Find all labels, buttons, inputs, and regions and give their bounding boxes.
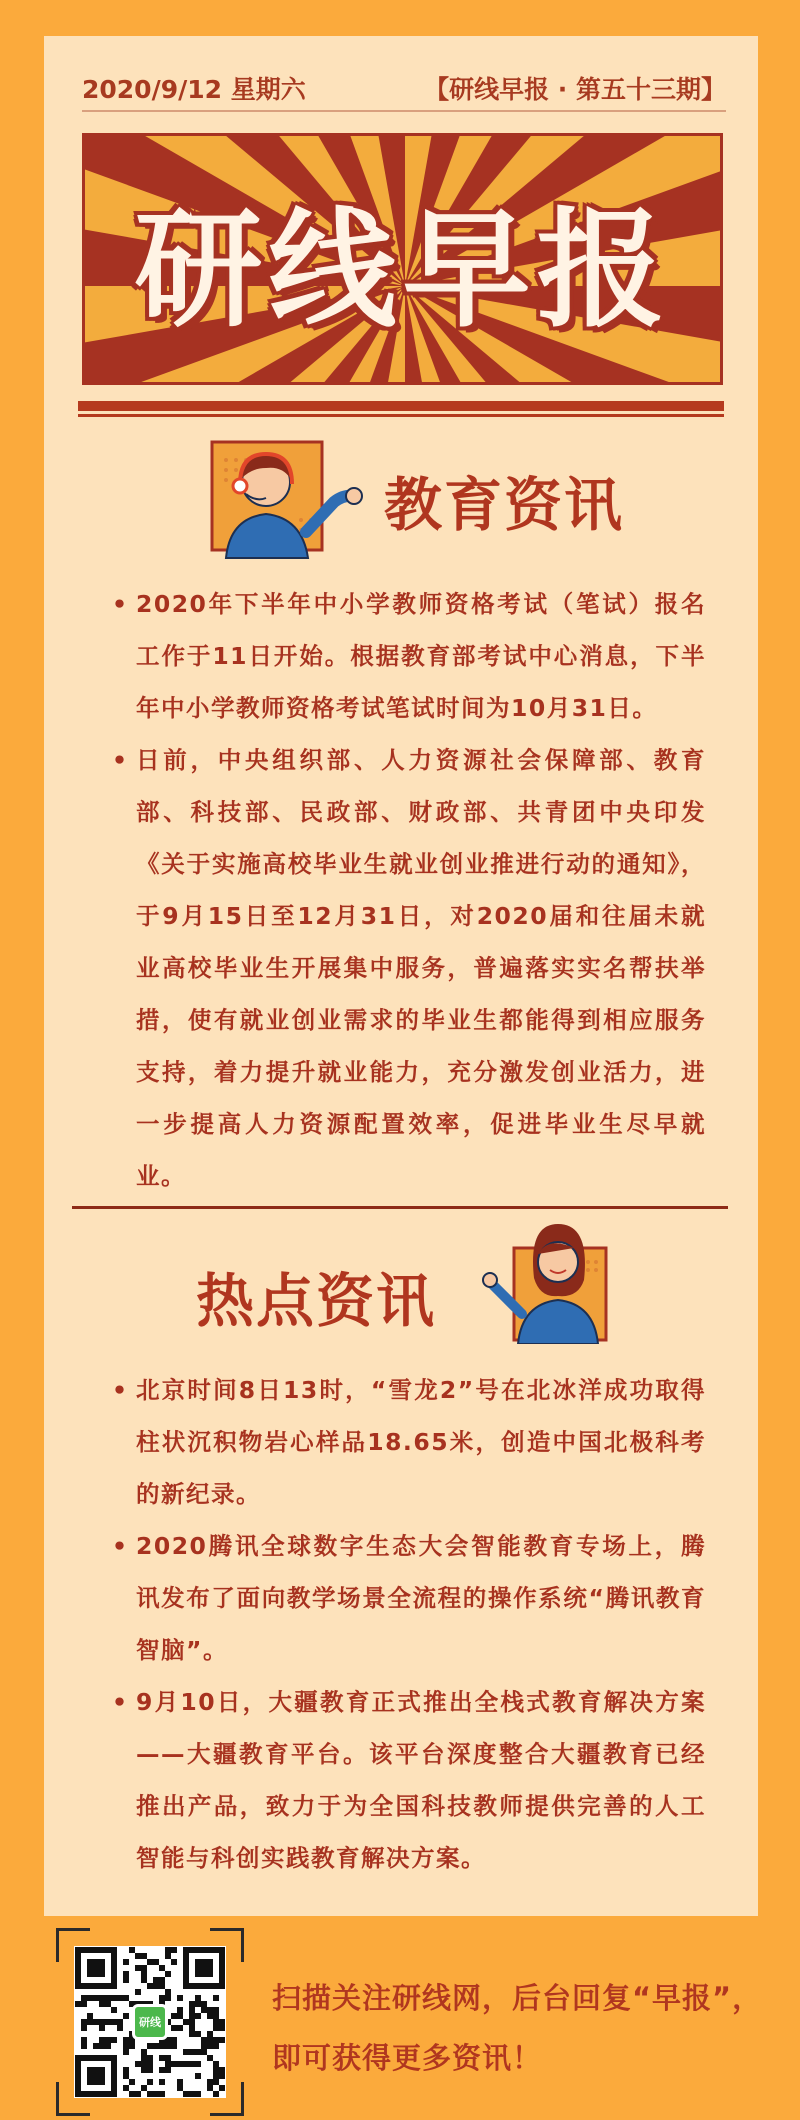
woman-avatar-icon xyxy=(478,1218,618,1344)
section-divider xyxy=(72,1206,728,1209)
list-item: • 2020年下半年中小学教师资格考试（笔试）报名工作于11日开始。根据教育部考试中心消息，下半年中小学教师资格考试笔试时间为10月31日。 xyxy=(106,578,706,734)
header-divider xyxy=(82,110,726,112)
list-item: • 2020腾讯全球数字生态大会智能教育专场上，腾讯发布了面向教学场景全流程的操作系统“腾讯教育智脑”。 xyxy=(106,1520,706,1676)
header-issue: 【研线早报 · 第五十三期】 xyxy=(424,75,726,104)
masthead-title: 研线早报 xyxy=(134,196,671,345)
hot-news-list xyxy=(106,1364,706,1884)
list-item: • 日前，中央组织部、人力资源社会保障部、教育部、科技部、民政部、财政部、共青团中央印发《关于实施高校毕业生就业创业推进行动的通知》，于9月15日至12月31日，对2020届和往届未就业高校毕业生开展集中服务，普遍落实实名帮扶举措，使有就业创业需求的毕业生都能得到相应服务支持，着力提升就业能力，充分激发创业活力，进一步提高人力资源配置效率，促进毕业生尽早就业。 xyxy=(106,734,706,1202)
list-item: • 北京时间8日13时，“雪龙2”号在北冰洋成功取得柱状沉积物岩心样品18.65米，创造中国北极科考的新纪录。 xyxy=(106,1364,706,1520)
header-bar xyxy=(82,68,726,108)
header-date: 2020/9/12 星期六 xyxy=(82,75,306,104)
hot-section-title: 热点资讯 xyxy=(196,1267,437,1335)
qr-logo: 研线 xyxy=(132,2004,168,2040)
masthead-rule-thin xyxy=(78,414,724,417)
footer-cta-line1: 扫描关注研线网，后台回复“早报”， xyxy=(272,1981,763,2015)
presenter-avatar-icon xyxy=(206,440,346,552)
masthead-rule-thick xyxy=(78,401,724,411)
masthead-banner xyxy=(82,133,723,385)
qr-code[interactable] xyxy=(74,1946,226,2098)
education-section-title: 教育资讯 xyxy=(384,471,625,539)
list-item: • 9月10日，大疆教育正式推出全栈式教育解决方案——大疆教育平台。该平台深度整合大疆教育已经推出产品，致力于为全国科技教师提供完善的人工智能与科创实践教育解决方案。 xyxy=(106,1676,706,1884)
footer-cta-line2: 即可获得更多资讯！ xyxy=(272,2041,543,2075)
education-news-list xyxy=(106,578,706,1202)
